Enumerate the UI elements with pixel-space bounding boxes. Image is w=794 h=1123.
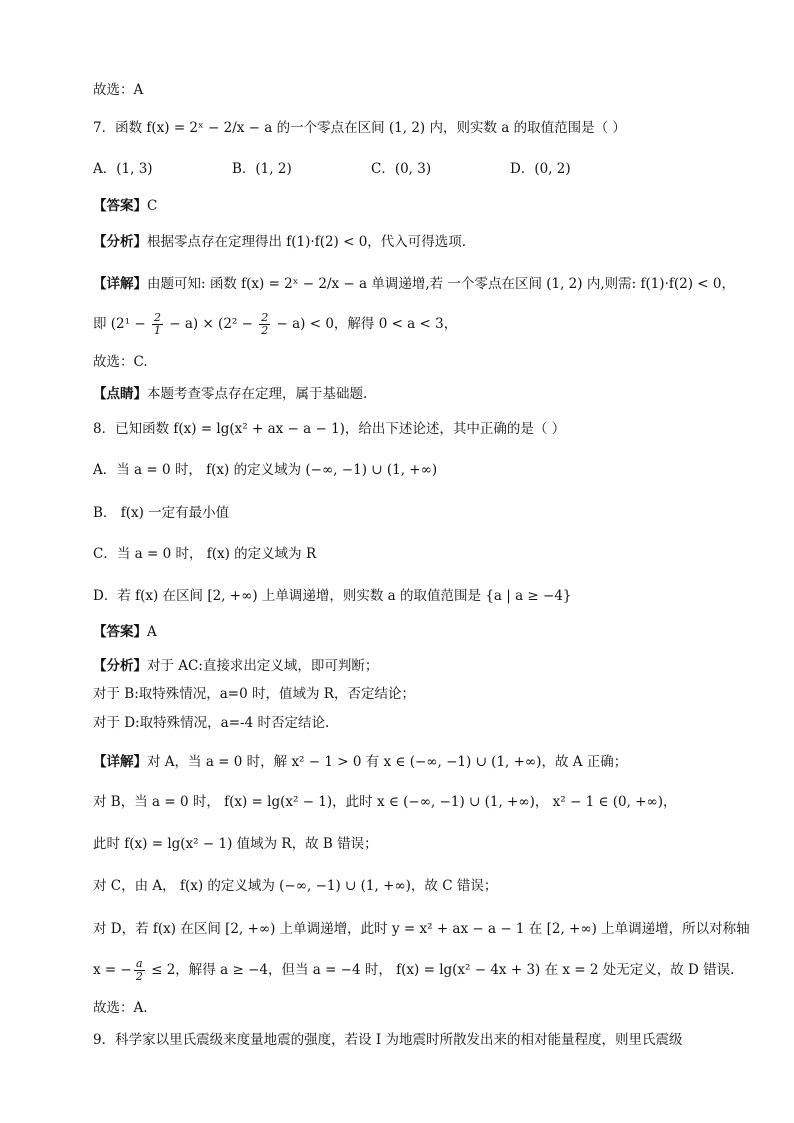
q8-detail-4: 对 C，由 A， f(x) 的定义域为 (−∞, −1) ∪ (1, +∞)，故 C 错误； [93,878,498,894]
q7-option-a: A．(1, 3) [93,161,153,177]
q8-detail-3: 此时 f(x) = lg(x² − 1) 值域为 R，故 B 错误； [93,836,378,852]
q8-option-b: B． f(x) 一定有最小值 [93,505,230,521]
question-7: 7．函数 f(x) = 2ˣ − 2/x − a 的一个零点在区间 (1, 2) 内，则实数 a 的取值范围是（ ） [93,120,626,136]
q8-analysis-3: 对于 D:取特殊情况，a=-4 时否定结论. [93,715,330,731]
q8-detail-2: 对 B，当 a = 0 时， f(x) = lg(x² − 1)，此时 x ∈ (−∞, −1) ∪ (1, +∞)， x² − 1 ∈ (0, +∞)， [93,794,677,810]
q8-answer: 【答案】A [93,624,157,640]
q7-answer: 【答案】C [93,198,158,214]
q7-option-b: B．(1, 2) [232,161,292,177]
question-8: 8．已知函数 f(x) = lg(x² + ax − a − 1)，给出下述论述，其中正确的是（ ） [93,421,566,437]
q8-detail-6: x = − $\frac{a}{2}$ ≤ 2，解得 a ≥ −4，但当 a = −4 时， f(x) = lg(x² − 4x + 3) 在 x = 2 处无定义，故 D 错误. [93,957,735,983]
q8-option-c: C．当 a = 0 时， f(x) 的定义域为 R [93,546,317,562]
q7-select: 故选：C. [93,354,148,370]
q7-point: 【点睛】本题考查零点存在定理，属于基础题. [93,386,368,402]
q8-option-d: D．若 f(x) 在区间 [2, +∞) 上单调递增，则实数 a 的取值范围是 {a | a ≥ −4} [93,588,572,604]
q8-analysis: 【分析】对于 AC:直接求出定义域，即可判断； [93,658,379,674]
q7-option-d: D．(0, 2) [510,161,571,177]
q7-option-c: C．(0, 3) [371,161,432,177]
q7-detail: 【详解】由题可知: 函数 f(x) = 2ˣ − 2/x − a 单调递增,若 一个零点在区间 (1, 2) 内,则需: f(1)·f(2) < 0， [93,276,735,292]
question-9: 9．科学家以里氏震级来度量地震的强度，若设 I 为地震时所散发出来的相对能量程度，则里氏震级 [93,1032,683,1048]
q7-detail-2: 即 (2¹ − $\frac{2}{1}$ − a) × (2² − $\frac{2}{2}$ − a) < 0，解得 0 < a < 3， [93,311,458,337]
q7-analysis: 【分析】根据零点存在定理得出 f(1)·f(2) < 0，代入可得选项. [93,234,467,250]
prev-answer: 故选：A [93,82,144,98]
q8-detail: 【详解】对 A，当 a = 0 时，解 x² − 1 > 0 有 x ∈ (−∞, −1) ∪ (1, +∞)，故 A 正确； [93,754,628,770]
q8-analysis-2: 对于 B:取特殊情况，a=0 时，值域为 R，否定结论； [93,686,415,702]
q8-select: 故选：A. [93,1000,148,1016]
q8-detail-5: 对 D，若 f(x) 在区间 [2, +∞) 上单调递增，此时 y = x² + ax − a − 1 在 [2, +∞) 上单调递增，所以对称轴 [93,921,750,937]
q8-option-a: A．当 a = 0 时， f(x) 的定义域为 (−∞, −1) ∪ (1, +∞) [93,462,438,478]
